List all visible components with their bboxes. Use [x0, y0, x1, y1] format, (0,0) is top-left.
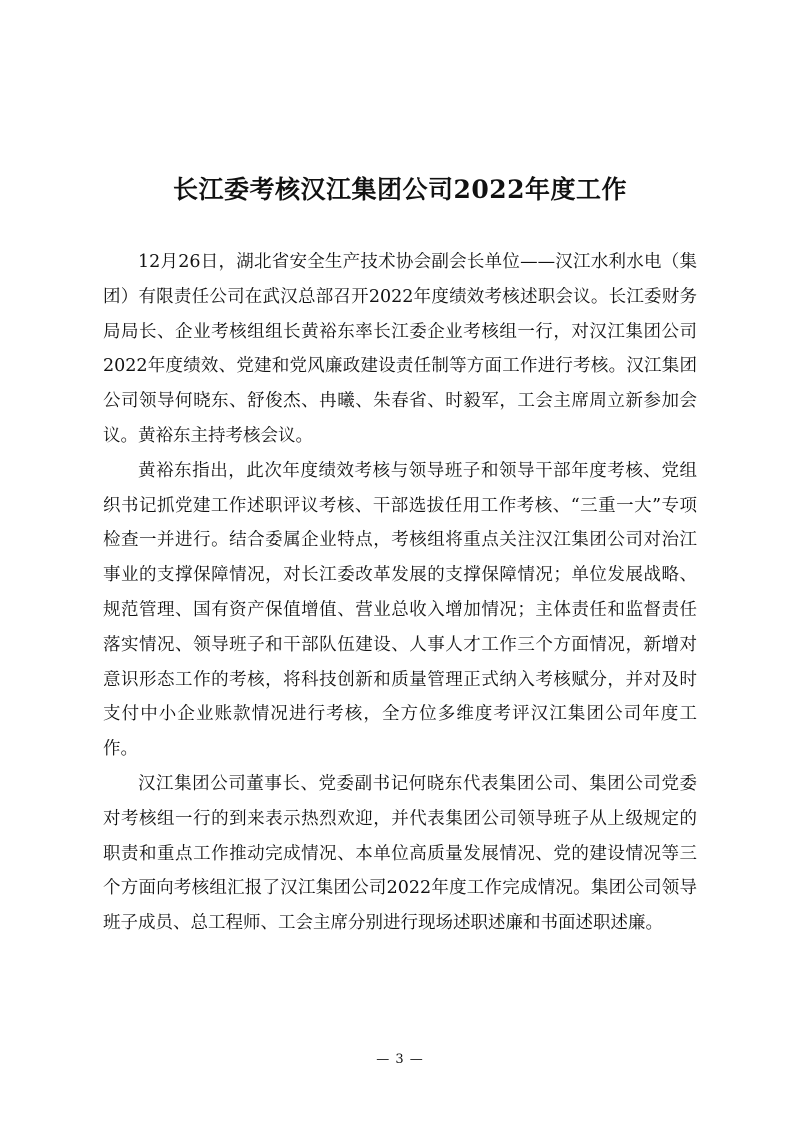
paragraph: 12月26日，湖北省安全生产技术协会副会长单位——汉江水利水电（集团）有限责任公司在武汉总部召开2022年度绩效考核述职会议。长江委财务局局长、企业考核组组长黄裕东率长江委企业考核组一行，对汉江集团公司2022年度绩效、党建和党风廉政建设责任制等方面工作进行考核。汉江集团公司领导何晓东、舒俊杰、冉曦、朱春省、时毅军，工会主席周立新参加会议。黄裕东主持考核会议。 — [103, 252, 697, 446]
article-body — [103, 245, 697, 941]
paragraph: 黄裕东指出，此次年度绩效考核与领导班子和领导干部年度考核、党组织书记抓党建工作述职评议考核、干部选拔任用工作考核、“三重一大”专项检查一并进行。结合委属企业特点，考核组将重点关注汉江集团公司对治江事业的支撑保障情况，对长江委改革发展的支撑保障情况；单位发展战略、规范管理、国有资产保值增值、营业总收入增加情况；主体责任和监督责任落实情况、领导班子和干部队伍建设、人事人才工作三个方面情况，新增对意识形态工作的考核，将科技创新和质量管理正式纳入考核赋分，并对及时支付中小企业账款情况进行考核，全方位多维度考评汉江集团公司年度工作。 — [103, 460, 697, 760]
paragraph: 汉江集团公司董事长、党委副书记何晓东代表集团公司、集团公司党委对考核组一行的到来表示热烈欢迎，并代表集团公司领导班子从上级规定的职责和重点工作推动完成情况、本单位高质量发展情况、党的建设情况等三个方面向考核组汇报了汉江集团公司2022年度工作完成情况。集团公司领导班子成员、总工程师、工会主席分别进行现场述职述廉和书面述职述廉。 — [103, 773, 697, 934]
page-number: — 3 — — [376, 1052, 424, 1067]
page-title: 长江委考核汉江集团公司2022年度工作 — [172, 175, 628, 204]
